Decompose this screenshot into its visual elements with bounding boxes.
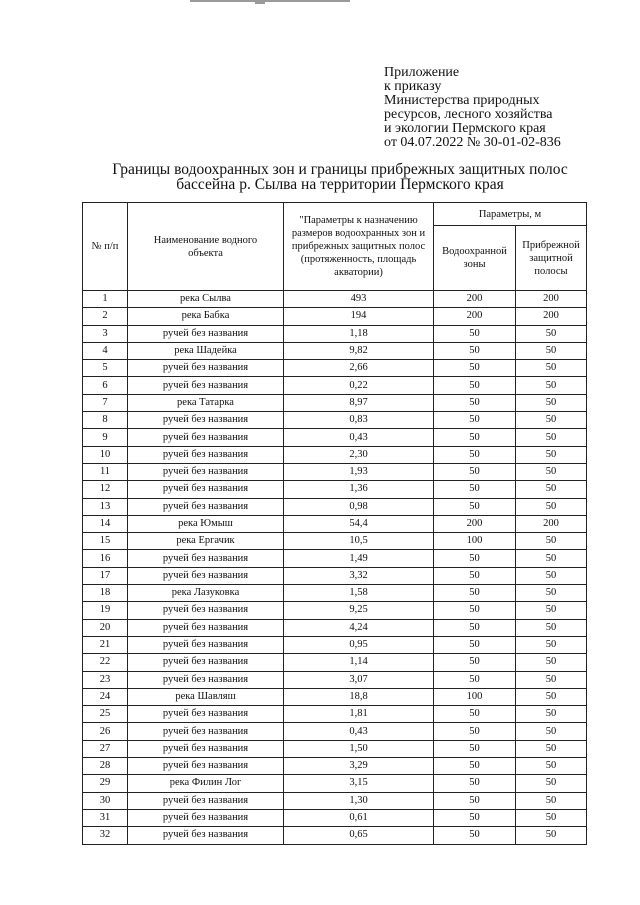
table-row [83, 377, 587, 394]
cell-water-zone: 50 [434, 325, 516, 342]
cell-num: 32 [83, 827, 128, 844]
cell-param: 4,24 [284, 619, 434, 636]
cell-water-zone: 200 [434, 515, 516, 532]
cell-water-zone: 50 [434, 827, 516, 844]
cell-param: 1,58 [284, 585, 434, 602]
table-row [83, 567, 587, 584]
cell-num: 30 [83, 792, 128, 809]
cell-param: 1,49 [284, 550, 434, 567]
cell-name: ручей без названия [128, 550, 284, 567]
appendix-line: к приказу [384, 79, 442, 94]
cell-coastal-strip: 200 [516, 291, 587, 308]
cell-name: ручей без названия [128, 723, 284, 740]
cell-water-zone: 50 [434, 775, 516, 792]
appendix-line: Министерства природных [384, 93, 540, 108]
cell-coastal-strip: 50 [516, 567, 587, 584]
cell-water-zone: 50 [434, 671, 516, 688]
table-row [83, 775, 587, 792]
cell-name: ручей без названия [128, 827, 284, 844]
cell-param: 194 [284, 308, 434, 325]
table-row [83, 533, 587, 550]
cell-param: 493 [284, 291, 434, 308]
cell-coastal-strip: 50 [516, 740, 587, 757]
cell-param: 0,22 [284, 377, 434, 394]
cell-name: река Шавляш [128, 688, 284, 705]
document-title [0, 162, 640, 192]
table-row [83, 446, 587, 463]
cell-param: 1,18 [284, 325, 434, 342]
cell-water-zone: 50 [434, 706, 516, 723]
table-row [83, 758, 587, 775]
cell-water-zone: 200 [434, 291, 516, 308]
cell-coastal-strip: 50 [516, 446, 587, 463]
cell-num: 8 [83, 412, 128, 429]
cell-coastal-strip: 50 [516, 498, 587, 515]
cell-param: 9,82 [284, 342, 434, 359]
cell-coastal-strip: 50 [516, 809, 587, 826]
table-row [83, 325, 587, 342]
table-row [83, 602, 587, 619]
cell-name: ручей без названия [128, 567, 284, 584]
cell-name: река Татарка [128, 394, 284, 411]
title-line: Границы водоохранных зон и границы прибрежных защитных полос [112, 161, 568, 178]
cell-num: 27 [83, 740, 128, 757]
cell-name: ручей без названия [128, 412, 284, 429]
cell-name: ручей без названия [128, 636, 284, 653]
cell-name: ручей без названия [128, 498, 284, 515]
cell-name: ручей без названия [128, 463, 284, 480]
cell-num: 28 [83, 758, 128, 775]
cell-num: 5 [83, 360, 128, 377]
cell-water-zone: 100 [434, 688, 516, 705]
cell-water-zone: 50 [434, 567, 516, 584]
cell-coastal-strip: 50 [516, 360, 587, 377]
table-row [83, 723, 587, 740]
cell-coastal-strip: 50 [516, 325, 587, 342]
cell-water-zone: 50 [434, 809, 516, 826]
cell-param: 0,65 [284, 827, 434, 844]
scan-edge-line [190, 0, 350, 2]
cell-num: 25 [83, 706, 128, 723]
cell-name: река Филин Лог [128, 775, 284, 792]
cell-coastal-strip: 50 [516, 585, 587, 602]
table-row [83, 654, 587, 671]
cell-water-zone: 200 [434, 308, 516, 325]
appendix-block [384, 66, 561, 150]
cell-name: ручей без названия [128, 671, 284, 688]
cell-num: 31 [83, 809, 128, 826]
cell-param: 2,66 [284, 360, 434, 377]
table-row [83, 619, 587, 636]
cell-water-zone: 50 [434, 550, 516, 567]
cell-coastal-strip: 50 [516, 602, 587, 619]
cell-coastal-strip: 50 [516, 723, 587, 740]
cell-param: 1,81 [284, 706, 434, 723]
cell-name: ручей без названия [128, 446, 284, 463]
cell-param: 0,98 [284, 498, 434, 515]
scan-edge-line [255, 2, 265, 4]
cell-param: 3,29 [284, 758, 434, 775]
cell-param: 2,30 [284, 446, 434, 463]
table-row [83, 515, 587, 532]
cell-name: река Шадейка [128, 342, 284, 359]
cell-param: 9,25 [284, 602, 434, 619]
cell-num: 14 [83, 515, 128, 532]
cell-param: 1,50 [284, 740, 434, 757]
table-row [83, 585, 587, 602]
cell-num: 4 [83, 342, 128, 359]
cell-coastal-strip: 50 [516, 619, 587, 636]
cell-coastal-strip: 50 [516, 827, 587, 844]
cell-param: 1,36 [284, 481, 434, 498]
cell-water-zone: 50 [434, 636, 516, 653]
cell-param: 1,14 [284, 654, 434, 671]
cell-num: 29 [83, 775, 128, 792]
table-row [83, 671, 587, 688]
appendix-line: от 04.07.2022 № 30-01-02-836 [384, 135, 561, 150]
cell-name: ручей без названия [128, 619, 284, 636]
cell-name: ручей без названия [128, 602, 284, 619]
cell-name: река Лазуковка [128, 585, 284, 602]
header-coastal-strip: Прибрежной защитной полосы [516, 226, 587, 291]
cell-param: 1,93 [284, 463, 434, 480]
table-row [83, 498, 587, 515]
cell-num: 2 [83, 308, 128, 325]
table-row [83, 360, 587, 377]
table-row [83, 342, 587, 359]
cell-name: ручей без названия [128, 325, 284, 342]
cell-coastal-strip: 50 [516, 550, 587, 567]
header-name: Наименование водного объекта [128, 203, 284, 291]
table-row [83, 706, 587, 723]
water-zones-table [82, 202, 587, 845]
cell-param: 0,95 [284, 636, 434, 653]
table-row [83, 394, 587, 411]
cell-water-zone: 50 [434, 792, 516, 809]
cell-param: 3,07 [284, 671, 434, 688]
cell-coastal-strip: 50 [516, 463, 587, 480]
cell-num: 13 [83, 498, 128, 515]
cell-coastal-strip: 50 [516, 342, 587, 359]
cell-name: ручей без названия [128, 377, 284, 394]
cell-water-zone: 50 [434, 377, 516, 394]
cell-num: 16 [83, 550, 128, 567]
table-row [83, 412, 587, 429]
cell-num: 24 [83, 688, 128, 705]
cell-name: река Юмыш [128, 515, 284, 532]
cell-coastal-strip: 50 [516, 688, 587, 705]
cell-water-zone: 50 [434, 758, 516, 775]
cell-water-zone: 50 [434, 429, 516, 446]
cell-num: 22 [83, 654, 128, 671]
cell-water-zone: 100 [434, 533, 516, 550]
cell-coastal-strip: 50 [516, 654, 587, 671]
cell-water-zone: 50 [434, 619, 516, 636]
cell-param: 54,4 [284, 515, 434, 532]
header-water-zone: Водоохранной зоны [434, 226, 516, 291]
cell-name: ручей без названия [128, 792, 284, 809]
table-row [83, 481, 587, 498]
table-row [83, 550, 587, 567]
cell-coastal-strip: 200 [516, 515, 587, 532]
cell-coastal-strip: 50 [516, 533, 587, 550]
cell-num: 20 [83, 619, 128, 636]
cell-coastal-strip: 50 [516, 636, 587, 653]
cell-water-zone: 50 [434, 412, 516, 429]
cell-param: 3,32 [284, 567, 434, 584]
appendix-line: Приложение [384, 65, 460, 80]
title-line: бассейна р. Сылва на территории Пермского края [176, 176, 504, 193]
cell-num: 23 [83, 671, 128, 688]
cell-name: ручей без названия [128, 481, 284, 498]
header-num: № п/п [83, 203, 128, 291]
cell-coastal-strip: 50 [516, 758, 587, 775]
cell-name: ручей без названия [128, 429, 284, 446]
cell-coastal-strip: 50 [516, 429, 587, 446]
cell-coastal-strip: 50 [516, 706, 587, 723]
cell-water-zone: 50 [434, 446, 516, 463]
cell-param: 18,8 [284, 688, 434, 705]
cell-coastal-strip: 50 [516, 775, 587, 792]
table-row [83, 463, 587, 480]
cell-param: 3,15 [284, 775, 434, 792]
cell-water-zone: 50 [434, 602, 516, 619]
cell-name: река Сылва [128, 291, 284, 308]
cell-param: 8,97 [284, 394, 434, 411]
cell-param: 0,61 [284, 809, 434, 826]
cell-num: 10 [83, 446, 128, 463]
cell-water-zone: 50 [434, 342, 516, 359]
cell-name: ручей без названия [128, 740, 284, 757]
cell-name: ручей без названия [128, 706, 284, 723]
cell-coastal-strip: 50 [516, 394, 587, 411]
cell-num: 17 [83, 567, 128, 584]
cell-name: ручей без названия [128, 654, 284, 671]
cell-coastal-strip: 200 [516, 308, 587, 325]
cell-coastal-strip: 50 [516, 377, 587, 394]
cell-num: 9 [83, 429, 128, 446]
table-row [83, 688, 587, 705]
cell-water-zone: 50 [434, 498, 516, 515]
header-params-group: Параметры, м [434, 203, 587, 226]
table-row [83, 308, 587, 325]
table-row [83, 636, 587, 653]
cell-num: 18 [83, 585, 128, 602]
cell-coastal-strip: 50 [516, 792, 587, 809]
cell-num: 11 [83, 463, 128, 480]
cell-water-zone: 50 [434, 360, 516, 377]
cell-param: 0,43 [284, 429, 434, 446]
table-row [83, 429, 587, 446]
cell-name: река Бабка [128, 308, 284, 325]
cell-name: ручей без названия [128, 360, 284, 377]
cell-water-zone: 50 [434, 394, 516, 411]
cell-num: 3 [83, 325, 128, 342]
cell-coastal-strip: 50 [516, 671, 587, 688]
cell-water-zone: 50 [434, 463, 516, 480]
cell-name: ручей без названия [128, 809, 284, 826]
cell-water-zone: 50 [434, 723, 516, 740]
table-row [83, 792, 587, 809]
cell-water-zone: 50 [434, 654, 516, 671]
cell-water-zone: 50 [434, 481, 516, 498]
table-body [83, 291, 587, 845]
cell-num: 12 [83, 481, 128, 498]
cell-num: 26 [83, 723, 128, 740]
table-row [83, 809, 587, 826]
cell-num: 19 [83, 602, 128, 619]
table-row [83, 291, 587, 308]
cell-water-zone: 50 [434, 740, 516, 757]
cell-num: 7 [83, 394, 128, 411]
table-row [83, 827, 587, 844]
cell-num: 21 [83, 636, 128, 653]
cell-name: ручей без названия [128, 758, 284, 775]
header-param: "Параметры к назначению размеров водоохранных зон и прибрежных защитных полос (протяженность, площадь акватории) [284, 203, 434, 291]
cell-param: 0,43 [284, 723, 434, 740]
cell-coastal-strip: 50 [516, 412, 587, 429]
appendix-line: и экологии Пермского края [384, 121, 546, 136]
cell-water-zone: 50 [434, 585, 516, 602]
cell-coastal-strip: 50 [516, 481, 587, 498]
cell-num: 15 [83, 533, 128, 550]
cell-name: река Ергачик [128, 533, 284, 550]
appendix-line: ресурсов, лесного хозяйства [384, 107, 553, 122]
cell-param: 10,5 [284, 533, 434, 550]
cell-param: 1,30 [284, 792, 434, 809]
cell-num: 6 [83, 377, 128, 394]
table-row [83, 740, 587, 757]
cell-num: 1 [83, 291, 128, 308]
cell-param: 0,83 [284, 412, 434, 429]
